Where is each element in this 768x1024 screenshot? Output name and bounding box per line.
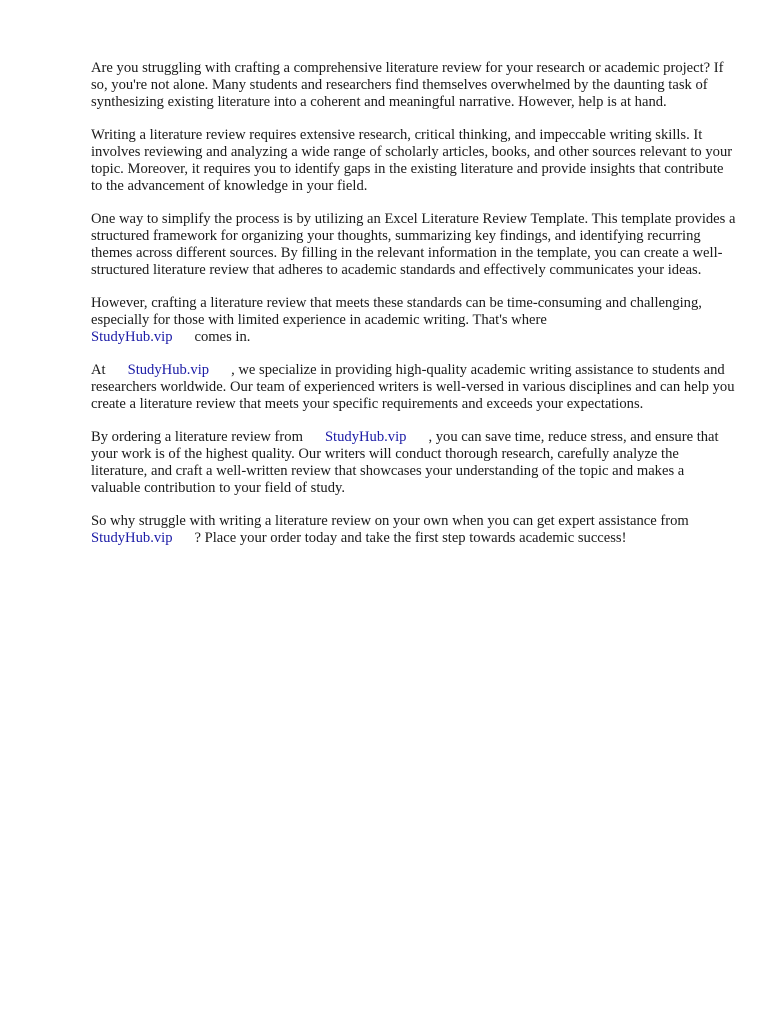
paragraph-ordering (91, 429, 736, 497)
document-body (91, 60, 736, 563)
paragraph-challenge-text-before: However, crafting a literature review that meets these standards can be time-consuming and challenging, especially for those with limited experience in academic writing. That's where (91, 295, 702, 328)
paragraph-about-text-after: , we specialize in providing high-quality academic writing assistance to students and researchers worldwide. Our team of experienced writers is well-versed in various disciplines and can help you create a literature review that meets your specific requirements and exceeds your expectations. (91, 362, 735, 412)
studyhub-link-4[interactable]: StudyHub.vip (91, 530, 173, 546)
paragraph-about (91, 362, 736, 413)
paragraph-challenge-text-after: comes in. (194, 329, 251, 345)
paragraph-ordering-text-after: , you can save time, reduce stress, and ensure that your work is of the highest quality. Our writers will conduct thorough research, carefully analyze the literature, and craft a well-written review that showcases your understanding of the topic and makes a valuable contribution to your field of study. (91, 429, 719, 496)
paragraph-requirements (91, 127, 736, 195)
studyhub-link-3[interactable]: StudyHub.vip (324, 429, 407, 445)
paragraph-template (91, 211, 736, 279)
paragraph-closing (91, 513, 736, 547)
paragraph-ordering-text-before: By ordering a literature review from (91, 429, 303, 445)
paragraph-challenge (91, 295, 736, 346)
paragraph-intro (91, 60, 736, 111)
paragraph-template-text: One way to simplify the process is by utilizing an Excel Literature Review Template. This template provides a structured framework for organizing your thoughts, summarizing key findings, and identifying recurring themes across different sources. By filling in the relevant information in the template, you can create a well-structured literature review that adheres to academic standards and effectively communicates your ideas. (91, 211, 736, 278)
paragraph-closing-text-after: ? Place your order today and take the first step towards academic success! (194, 530, 627, 546)
paragraph-intro-text: Are you struggling with crafting a comprehensive literature review for your research or academic project? If so, you're not alone. Many students and researchers find themselves overwhelmed by the daunting task of synthesizing existing literature into a coherent and meaningful narrative. However, help is at hand. (91, 60, 724, 110)
paragraph-requirements-text: Writing a literature review requires extensive research, critical thinking, and impeccable writing skills. It involves reviewing and analyzing a wide range of scholarly articles, books, and other sources relevant to your topic. Moreover, it requires you to identify gaps in the existing literature and provide insights that contribute to the advancement of knowledge in your field. (91, 127, 733, 194)
paragraph-closing-text-before: So why struggle with writing a literature review on your own when you can get expert assistance from (91, 513, 689, 529)
paragraph-about-text-before: At (91, 362, 106, 378)
studyhub-link-1[interactable]: StudyHub.vip (91, 329, 173, 345)
studyhub-link-2[interactable]: StudyHub.vip (127, 362, 210, 378)
